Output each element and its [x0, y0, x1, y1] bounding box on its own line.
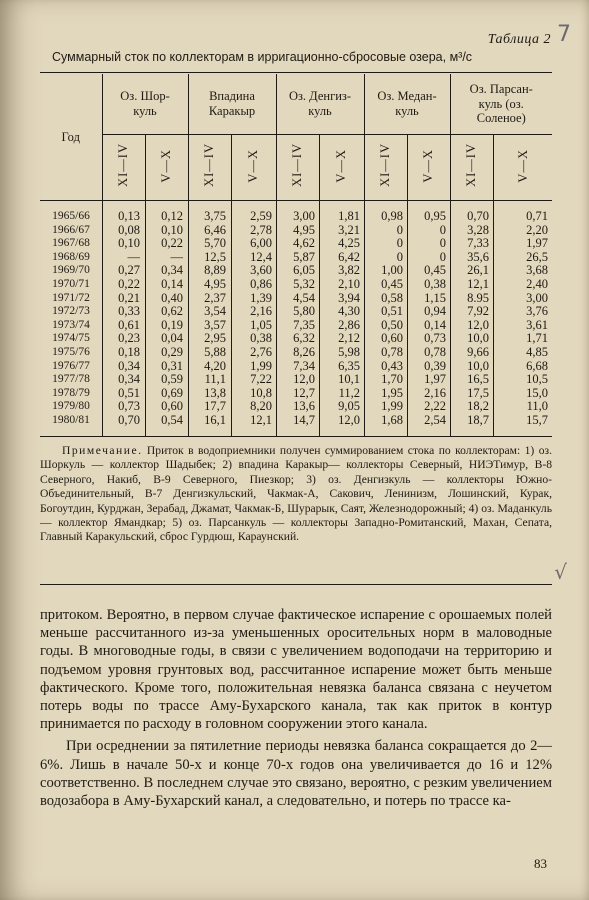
value-cell: 26,1	[467, 263, 489, 278]
value-cell: 0,22	[161, 236, 183, 251]
value-cell: 0,95	[424, 209, 446, 223]
value-cell: 13,6	[293, 399, 315, 414]
year-cell: 1974/75	[52, 332, 90, 345]
value-cell: 1,05	[250, 317, 272, 332]
value-cell: 0,27	[118, 263, 140, 278]
value-cell: 0,21	[118, 290, 140, 305]
value-cell: 0,60	[381, 331, 403, 346]
value-cell: 15,0	[526, 385, 548, 400]
value-cell: 12,0	[293, 372, 315, 387]
value-cell: 12,4	[250, 249, 272, 264]
value-cell: 4,95	[293, 222, 315, 237]
value-cell: 0,33	[118, 304, 140, 319]
value-cell: 0,61	[118, 317, 140, 332]
value-cell: 1,00	[381, 263, 403, 278]
value-cell: 6,46	[204, 222, 226, 237]
header-sub-xi-iv: XI—IV	[378, 143, 393, 188]
value-cell: 0,98	[381, 209, 403, 223]
column-divider	[493, 200, 494, 436]
value-cell: 0,12	[161, 209, 183, 223]
value-cell: 3,60	[250, 263, 272, 278]
value-cell: 0,50	[381, 317, 403, 332]
column-divider	[319, 200, 320, 436]
header-sub-cell	[364, 134, 407, 200]
year-cell: 1969/70	[52, 264, 90, 277]
value-cell: 2,78	[250, 222, 272, 237]
value-cell: 3,94	[338, 290, 360, 305]
header-sub-xi-iv: XI—IV	[202, 143, 217, 188]
value-cell: 14,7	[293, 412, 315, 427]
value-cell: 8.95	[467, 290, 489, 305]
header-sub-cell	[231, 134, 276, 200]
value-cell: 0,22	[118, 276, 140, 291]
header-sub-v-x: V—X	[334, 148, 349, 183]
table-row	[40, 332, 552, 346]
header-sub-cell	[276, 134, 319, 200]
value-cell: 0,43	[381, 358, 403, 373]
value-cell: 0,51	[381, 304, 403, 319]
pencil-mark-check: √	[554, 560, 567, 584]
value-cell: 10,1	[338, 372, 360, 387]
column-divider	[450, 200, 451, 436]
value-cell: 4,20	[204, 358, 226, 373]
value-cell: 11,0	[526, 399, 548, 414]
value-cell: 17,7	[204, 399, 226, 414]
value-cell: 0,29	[161, 344, 183, 359]
year-cell: 1966/67	[52, 223, 90, 236]
value-cell: 7,34	[293, 358, 315, 373]
header-sub-v-x: V—X	[246, 148, 261, 183]
table-caption: Суммарный сток по коллекторам в ирригационно-сбросовые озера, м³/с	[52, 50, 473, 64]
value-cell: 7,35	[293, 317, 315, 332]
note-text: Приток в водоприемники получен суммированием стока по коллекторам: 1) оз. Шоркуль — коллектор Шадыбек; 2) впадина Каракыр— коллекторы Северный, НИЭТимур, В-8 Северного, Накиб, В-9 Северного, Пиезкор; 3) оз. Денгизкуль — коллекторы Южно-Объединительный, В-7 Денгизкульский, Чакмак-А, Сакович, Ленинизм, Лошинский, Курак, Богоутдин, Курджан, Зерабад, Джамат, Чакмак-Б, Шурарык, Саят, Железнодорожный; 4) оз. Маданкуль — коллектор Ямандкар; 5) оз. Парсанкуль — коллекторы Западно-Ромитанский, Махан, Сепата, Главный Каракульский, сброс Гурдюш, Караунский.	[40, 444, 552, 544]
value-cell: 8,26	[293, 344, 315, 359]
value-cell: 9,66	[467, 344, 489, 359]
year-cell: 1973/74	[52, 318, 90, 331]
column-divider	[145, 200, 146, 436]
value-cell: 2,10	[338, 276, 360, 291]
value-cell: 10,8	[250, 385, 272, 400]
value-cell: 0,13	[118, 209, 140, 223]
value-cell: 0,51	[118, 385, 140, 400]
value-cell: 0,34	[161, 263, 183, 278]
value-cell: 3,00	[293, 209, 315, 223]
value-cell: 1,68	[381, 412, 403, 427]
year-cell: 1978/79	[52, 386, 90, 399]
value-cell: 4,95	[204, 276, 226, 291]
value-cell: 3,75	[204, 209, 226, 223]
value-cell: 6,32	[293, 331, 315, 346]
value-cell: 3,68	[526, 263, 548, 278]
column-divider	[364, 200, 365, 436]
value-cell: 0,31	[161, 358, 183, 373]
value-cell: 13,8	[204, 385, 226, 400]
value-cell: 0,39	[424, 358, 446, 373]
header-sub-v-x: V—X	[159, 148, 174, 183]
header-sub-cell	[188, 134, 231, 200]
value-cell: 7,92	[467, 304, 489, 319]
value-cell: 4,85	[526, 344, 548, 359]
value-cell: —	[127, 249, 140, 264]
value-cell: 0,10	[161, 222, 183, 237]
value-cell: 0,14	[424, 317, 446, 332]
year-cell: 1975/76	[52, 345, 90, 358]
value-cell: 0,71	[526, 209, 548, 223]
value-cell: 26,5	[526, 249, 548, 264]
table-note	[40, 444, 552, 545]
value-cell: 1,71	[526, 331, 548, 346]
value-cell: 0,38	[250, 331, 272, 346]
table-top-rule	[40, 72, 552, 73]
table-row	[40, 278, 552, 292]
value-cell: 2,86	[338, 317, 360, 332]
value-cell: 12,1	[467, 276, 489, 291]
value-cell: 1,97	[526, 236, 548, 251]
value-cell: 2,16	[250, 304, 272, 319]
body-text	[40, 606, 552, 810]
value-cell: 5,88	[204, 344, 226, 359]
table-row	[40, 224, 552, 238]
value-cell: 0,73	[424, 331, 446, 346]
table-row	[40, 387, 552, 401]
table-bottom-rule	[40, 436, 552, 437]
table-row	[40, 319, 552, 333]
value-cell: 0	[439, 249, 446, 264]
value-cell: 10,0	[467, 331, 489, 346]
year-cell: 1976/77	[52, 359, 90, 372]
table-row	[40, 292, 552, 306]
value-cell: 3,76	[526, 304, 548, 319]
value-cell: 6,42	[338, 249, 360, 264]
value-cell: 0,19	[161, 317, 183, 332]
value-cell: 2,20	[526, 222, 548, 237]
header-sub-cell	[145, 134, 188, 200]
paragraph: При осреднении за пятилетние периоды невязка баланса сокращается до 2—6%. Лишь в начале 50-х и конце 70-х годов она увеличивается до 16 и 12% соответственно. В последнем случае это связано, вероятно, с резким увеличением водозабора в Аму-Бухарский канал, а следовательно, и потерь по трассе ка-	[40, 738, 552, 810]
header-group-shorkul: Оз. Шор- куль	[102, 74, 188, 134]
value-cell: 6,05	[293, 263, 315, 278]
year-cell: 1977/78	[52, 373, 90, 386]
value-cell: 0,60	[161, 399, 183, 414]
header-sub-cell	[102, 134, 145, 200]
header-sub-xi-iv: XI—IV	[116, 143, 131, 188]
value-cell: 2,12	[338, 331, 360, 346]
value-cell: 1,97	[424, 372, 446, 387]
value-cell: 6,68	[526, 358, 548, 373]
table-row	[40, 414, 552, 428]
year-cell: 1972/73	[52, 305, 90, 318]
value-cell: 5,80	[293, 304, 315, 319]
value-cell: 0,18	[118, 344, 140, 359]
value-cell: 12,0	[338, 412, 360, 427]
value-cell: 12,0	[467, 317, 489, 332]
value-cell: 1,39	[250, 290, 272, 305]
paragraph: притоком. Вероятно, в первом случае фактическое испарение с орошаемых полей меньше рассчитанного из-за уменьшенных оросительных норм в маловодные годы. В многоводные годы, в связи с увеличением водоподачи на территорию и подъемом уровня грунтовых вод, рассчитанное испарение может быть меньше фактического. Кроме того, положительная невязка баланса связана с неучетом потерь воды по трассе Аму-Бухарского канала, так как приток в контур принимается по расходу в головном сооружении этого канала.	[40, 607, 552, 733]
value-cell: 2,59	[250, 209, 272, 223]
value-cell: 1,81	[338, 209, 360, 223]
value-cell: 3,00	[526, 290, 548, 305]
table-row	[40, 400, 552, 414]
header-group-madankul: Оз. Медан- куль	[364, 74, 450, 134]
table-row	[40, 373, 552, 387]
value-cell: 0,14	[161, 276, 183, 291]
value-cell: 1,99	[250, 358, 272, 373]
value-cell: 0,73	[118, 399, 140, 414]
value-cell: 0	[439, 222, 446, 237]
header-group-parsankul: Оз. Парсан- куль (оз. Соленое)	[450, 74, 552, 134]
value-cell: 0,34	[118, 358, 140, 373]
value-cell: 6,35	[338, 358, 360, 373]
value-cell: 0,40	[161, 290, 183, 305]
table-body	[40, 210, 552, 428]
value-cell: 0,59	[161, 372, 183, 387]
note-bottom-rule	[40, 584, 552, 585]
value-cell: 7,22	[250, 372, 272, 387]
value-cell: 17,5	[467, 385, 489, 400]
column-divider	[407, 200, 408, 436]
value-cell: 16,5	[467, 372, 489, 387]
value-cell: 4,30	[338, 304, 360, 319]
page-number: 83	[534, 856, 547, 871]
value-cell: 0	[396, 236, 403, 251]
value-cell: 0,34	[118, 372, 140, 387]
value-cell: 8,89	[204, 263, 226, 278]
value-cell: 3,21	[338, 222, 360, 237]
year-cell: 1980/81	[52, 413, 90, 426]
value-cell: 10,5	[526, 372, 548, 387]
value-cell: 10,0	[467, 358, 489, 373]
value-cell: 0	[396, 222, 403, 237]
value-cell: 12,7	[293, 385, 315, 400]
year-cell: 1967/68	[52, 237, 90, 250]
value-cell: 5,32	[293, 276, 315, 291]
header-sub-cell	[407, 134, 450, 200]
table-row	[40, 360, 552, 374]
table-row	[40, 346, 552, 360]
value-cell: 0,94	[424, 304, 446, 319]
value-cell: 0,58	[381, 290, 403, 305]
value-cell: 0,45	[424, 263, 446, 278]
value-cell: 15,7	[526, 412, 548, 427]
value-cell: 2,37	[204, 290, 226, 305]
value-cell: 2,22	[424, 399, 446, 414]
note-label: Примечание.	[62, 444, 143, 457]
value-cell: 3,54	[204, 304, 226, 319]
value-cell: 11,1	[204, 372, 226, 387]
value-cell: 0,86	[250, 276, 272, 291]
header-group-karakyr: Впадина Каракыр	[188, 74, 276, 134]
table-label: Таблица 2	[487, 32, 551, 47]
value-cell: 12,1	[250, 412, 272, 427]
year-cell: 1965/66	[52, 210, 90, 222]
value-cell: 0,08	[118, 222, 140, 237]
header-sub-cell	[493, 134, 552, 200]
value-cell: 35,6	[467, 249, 489, 264]
value-cell: 16,1	[204, 412, 226, 427]
column-divider	[188, 200, 189, 436]
table-row	[40, 237, 552, 251]
value-cell: 1,70	[381, 372, 403, 387]
value-cell: 0,38	[424, 276, 446, 291]
value-cell: 5,87	[293, 249, 315, 264]
value-cell: 0,70	[118, 412, 140, 427]
year-cell: 1971/72	[52, 291, 90, 304]
value-cell: 0,78	[381, 344, 403, 359]
column-divider	[102, 200, 103, 436]
header-group-dengizkul: Оз. Денгиз- куль	[276, 74, 364, 134]
value-cell: 5,98	[338, 344, 360, 359]
value-cell: 0,45	[381, 276, 403, 291]
value-cell: 2,95	[204, 331, 226, 346]
column-divider	[276, 200, 277, 436]
value-cell: 0,70	[467, 209, 489, 223]
header-sub-cell	[319, 134, 364, 200]
year-cell: 1968/69	[52, 250, 90, 263]
value-cell: 0,69	[161, 385, 183, 400]
value-cell: 2,54	[424, 412, 446, 427]
column-divider	[231, 200, 232, 436]
value-cell: 2,40	[526, 276, 548, 291]
value-cell: 3,57	[204, 317, 226, 332]
value-cell: 0	[439, 236, 446, 251]
value-cell: 6,00	[250, 236, 272, 251]
value-cell: 18,2	[467, 399, 489, 414]
value-cell: 7,33	[467, 236, 489, 251]
value-cell: 4,54	[293, 290, 315, 305]
value-cell: 2,16	[424, 385, 446, 400]
header-sub-xi-iv: XI—IV	[290, 143, 305, 188]
value-cell: 0,54	[161, 412, 183, 427]
value-cell: 0,04	[161, 331, 183, 346]
value-cell: 0,23	[118, 331, 140, 346]
table-row	[40, 264, 552, 278]
value-cell: 2,76	[250, 344, 272, 359]
value-cell: 1,99	[381, 399, 403, 414]
value-cell: 0,78	[424, 344, 446, 359]
value-cell: 11,2	[338, 385, 360, 400]
value-cell: 3,61	[526, 317, 548, 332]
value-cell: 1,15	[424, 290, 446, 305]
value-cell: 0	[396, 249, 403, 264]
year-cell: 1979/80	[52, 400, 90, 413]
table-row	[40, 251, 552, 265]
value-cell: 18,7	[467, 412, 489, 427]
header-sub-v-x: V—X	[421, 148, 436, 183]
pencil-mark-top: 7	[557, 22, 571, 47]
value-cell: 12,5	[204, 249, 226, 264]
year-cell: 1970/71	[52, 277, 90, 290]
table-row	[40, 210, 552, 224]
value-cell: —	[170, 249, 183, 264]
value-cell: 5,70	[204, 236, 226, 251]
value-cell: 0,62	[161, 304, 183, 319]
table-row	[40, 305, 552, 319]
value-cell: 4,25	[338, 236, 360, 251]
value-cell: 1,95	[381, 385, 403, 400]
table-header	[40, 74, 552, 201]
value-cell: 9,05	[338, 399, 360, 414]
value-cell: 3,82	[338, 263, 360, 278]
value-cell: 4,62	[293, 236, 315, 251]
header-year: Год	[40, 74, 102, 200]
value-cell: 3,28	[467, 222, 489, 237]
value-cell: 8,20	[250, 399, 272, 414]
header-sub-v-x: V—X	[515, 148, 530, 183]
header-sub-cell	[450, 134, 493, 200]
header-sub-xi-iv: XI—IV	[464, 143, 479, 188]
value-cell: 0,10	[118, 236, 140, 251]
